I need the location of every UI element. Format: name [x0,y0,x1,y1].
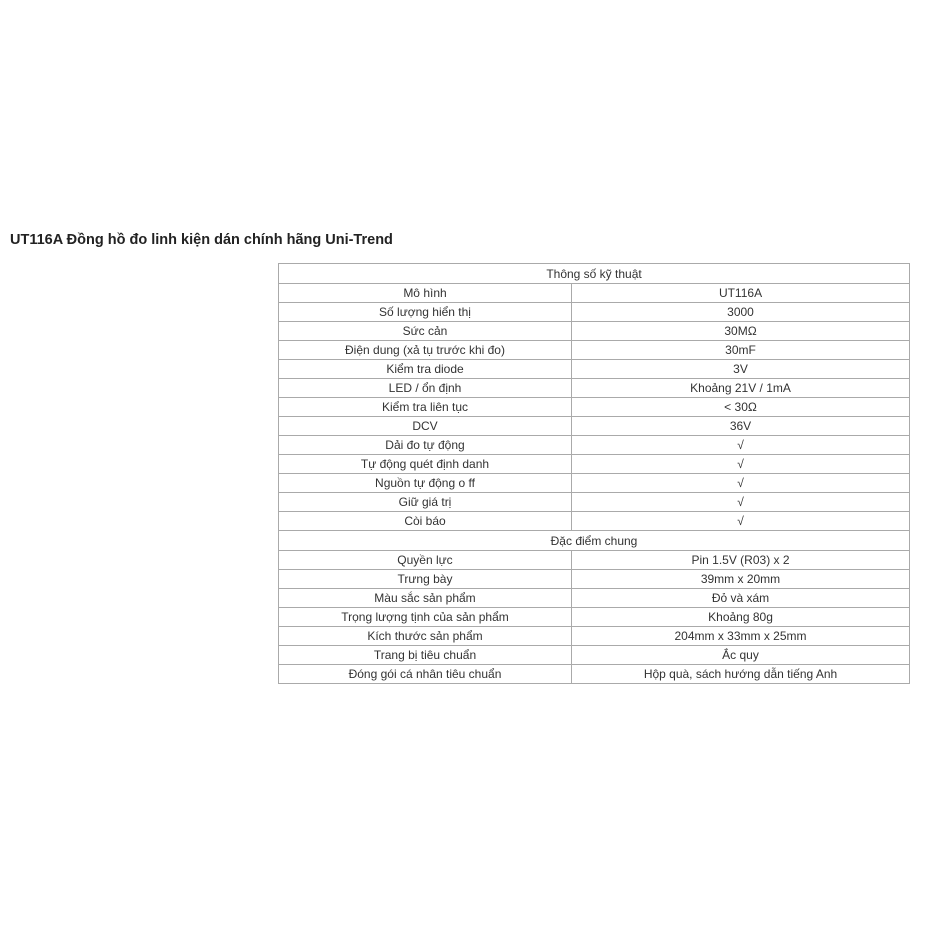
table-row [279,665,910,684]
table-row [279,360,910,379]
section-header-specs: Thông số kỹ thuật [279,264,910,284]
spec-label: Kích thước sản phẩm [279,627,572,646]
spec-label: Điện dung (xả tụ trước khi đo) [279,341,572,360]
check-mark-value: √ [572,436,910,455]
spec-label: Trang bị tiêu chuẩn [279,646,572,665]
spec-label: Kiểm tra liên tục [279,398,572,417]
table-row [279,646,910,665]
spec-label: Đóng gói cá nhân tiêu chuẩn [279,665,572,684]
table-row [279,284,910,303]
spec-label: Trọng lượng tịnh của sản phẩm [279,608,572,627]
spec-label: Quyền lực [279,551,572,570]
spec-value: 3V [572,360,910,379]
table-row [279,493,910,512]
section-header-general: Đặc điểm chung [279,531,910,551]
spec-label: Kiểm tra diode [279,360,572,379]
spec-label: Trưng bày [279,570,572,589]
spec-value: 39mm x 20mm [572,570,910,589]
spec-value: Hộp quà, sách hướng dẫn tiếng Anh [572,665,910,684]
spec-value: 36V [572,417,910,436]
check-mark-value: √ [572,455,910,474]
page-title: UT116A Đồng hồ đo linh kiện dán chính hãng Uni-Trend [10,232,393,248]
spec-label: Sức cản [279,322,572,341]
spec-label: Màu sắc sản phẩm [279,589,572,608]
table-row [279,455,910,474]
spec-label: Mô hình [279,284,572,303]
spec-label: LED / ổn định [279,379,572,398]
spec-label: Nguồn tự động o ff [279,474,572,493]
table-row [279,398,910,417]
spec-label: Số lượng hiển thị [279,303,572,322]
spec-value: Khoảng 21V / 1mA [572,379,910,398]
spec-value: UT116A [572,284,910,303]
spec-value: 3000 [572,303,910,322]
table-row [279,322,910,341]
table-row [279,417,910,436]
spec-label: Dải đo tự động [279,436,572,455]
spec-value: Đỏ và xám [572,589,910,608]
spec-value: Ắc quy [572,646,910,665]
table-row [279,436,910,455]
table-row [279,589,910,608]
spec-value: 204mm x 33mm x 25mm [572,627,910,646]
section-row-specs [279,264,910,284]
section-row-general [279,531,910,551]
table-row [279,551,910,570]
table-row [279,608,910,627]
table-row [279,379,910,398]
check-mark-value: √ [572,474,910,493]
spec-table [278,263,910,684]
spec-value: 30mF [572,341,910,360]
table-row [279,341,910,360]
spec-label: Còi báo [279,512,572,531]
spec-value: Khoảng 80g [572,608,910,627]
table-row [279,627,910,646]
check-mark-value: √ [572,493,910,512]
table-row [279,303,910,322]
spec-value: Pin 1.5V (R03) x 2 [572,551,910,570]
spec-label: Tự động quét định danh [279,455,572,474]
spec-value: < 30Ω [572,398,910,417]
table-row [279,474,910,493]
spec-label: DCV [279,417,572,436]
spec-label: Giữ giá trị [279,493,572,512]
spec-value: 30MΩ [572,322,910,341]
check-mark-value: √ [572,512,910,531]
table-row [279,512,910,531]
table-row [279,570,910,589]
